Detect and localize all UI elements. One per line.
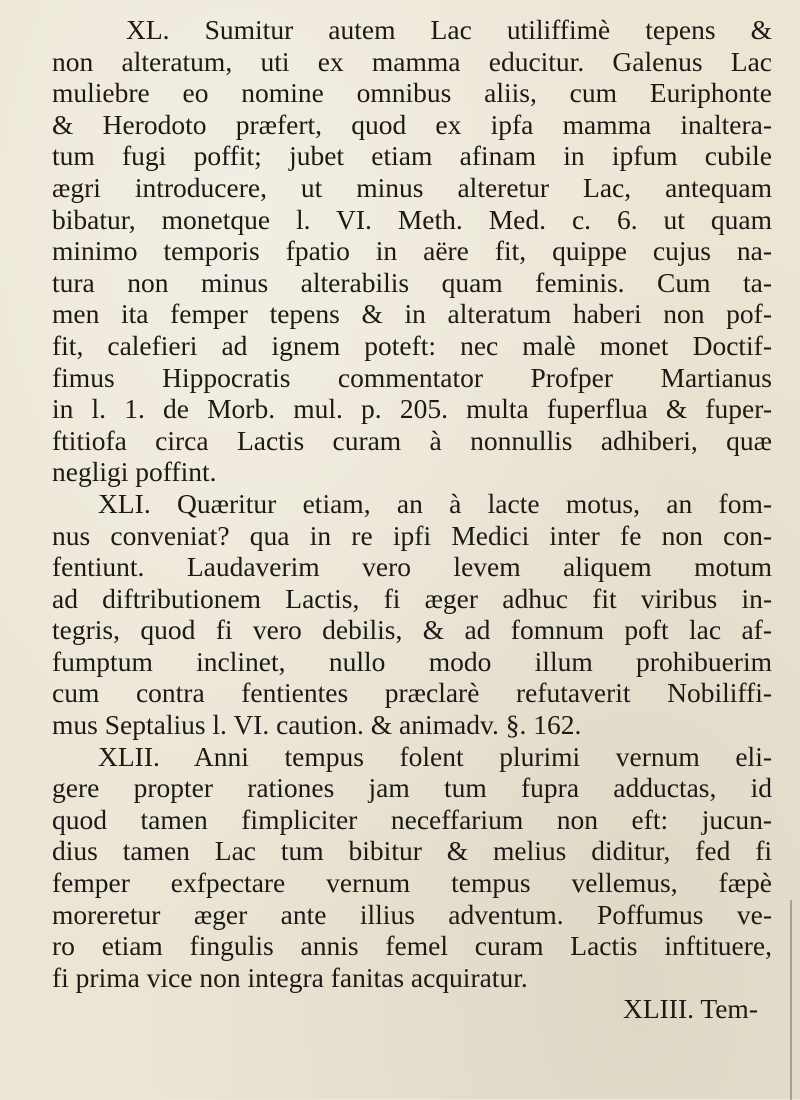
text-line: minimo temporis fpatio in aëre fit, quippe cujus na- — [52, 235, 772, 267]
text-line: ægri introducere, ut minus alteretur Lac, antequam — [52, 171, 772, 203]
text-line: fimus Hippocratis commentator Profper Martianus — [52, 361, 772, 393]
paragraph-xl-end: negligi poffint. — [52, 456, 217, 488]
text-line: ad diftributionem Lactis, fi æger adhuc fit viribus in- — [52, 582, 772, 614]
text-line: in l. 1. de Morb. mul. p. 205. multa fuperflua & fuper- — [52, 393, 772, 425]
text-line: ftitiofa circa Lactis curam à nonnullis adhiberi, quæ — [52, 424, 772, 456]
text-line: bibatur, monetque l. VI. Meth. Med. c. 6. ut quam — [52, 203, 772, 235]
text-line: fentiunt. Laudaverim vero levem aliquem motum — [52, 551, 772, 583]
text-line: muliebre eo nomine omnibus aliis, cum Euriphonte — [52, 77, 772, 109]
text-line: tura non minus alterabilis quam feminis. Cum ta- — [52, 266, 772, 298]
paragraph-xlii-end: fi prima vice non integra fanitas acquiratur. — [52, 961, 528, 993]
text-line: femper exfpectare vernum tempus vellemus, fæpè — [52, 867, 772, 899]
text-line: tum fugi poffit; jubet etiam afinam in ipfum cubile — [52, 140, 772, 172]
text-line: quod tamen fimpliciter neceffarium non eft: jucun- — [52, 803, 772, 835]
latin-text-block — [52, 14, 772, 1025]
text-line: & Herodoto præfert, quod ex ipfa mamma inaltera- — [52, 108, 772, 140]
paragraph-xli-end: mus Septalius l. VI. caution. & animadv. §. 162. — [52, 709, 582, 741]
text-line: fumptum inclinet, nullo modo illum prohibuerim — [52, 645, 772, 677]
catchword: XLIII. Tem- — [622, 993, 758, 1025]
text-line: moreretur æger ante illius adventum. Poffumus ve- — [52, 898, 772, 930]
text-line: men ita femper tepens & in alteratum haberi non pof- — [52, 298, 772, 330]
text-line: dius tamen Lac tum bibitur & melius diditur, fed fi — [52, 835, 772, 867]
page-edge-shadow — [790, 900, 792, 1100]
text-line: nus conveniat? qua in re ipfi Medici inter fe non con- — [52, 519, 772, 551]
text-line: fit, calefieri ad ignem poteft: nec malè monet Doctif- — [52, 329, 772, 361]
text-line: cum contra fentientes præclarè refutaverit Nobiliffi- — [52, 677, 772, 709]
text-line: gere propter rationes jam tum fupra adductas, id — [52, 772, 772, 804]
paragraph-xli-start: XLI. Quæritur etiam, an à lacte motus, an fom- — [98, 487, 772, 519]
text-line: ro etiam fingulis annis femel curam Lactis inftituere, — [52, 930, 772, 962]
paragraph-xl-start: XL. Sumitur autem Lac utiliffimè tepens & — [126, 14, 772, 45]
paragraph-xlii-start: XLII. Anni tempus folent plurimi vernum eli- — [98, 740, 772, 772]
text-line: tegris, quod fi vero debilis, & ad fomnum poft lac af- — [52, 614, 772, 646]
text-line: non alteratum, uti ex mamma educitur. Galenus Lac — [52, 45, 772, 77]
